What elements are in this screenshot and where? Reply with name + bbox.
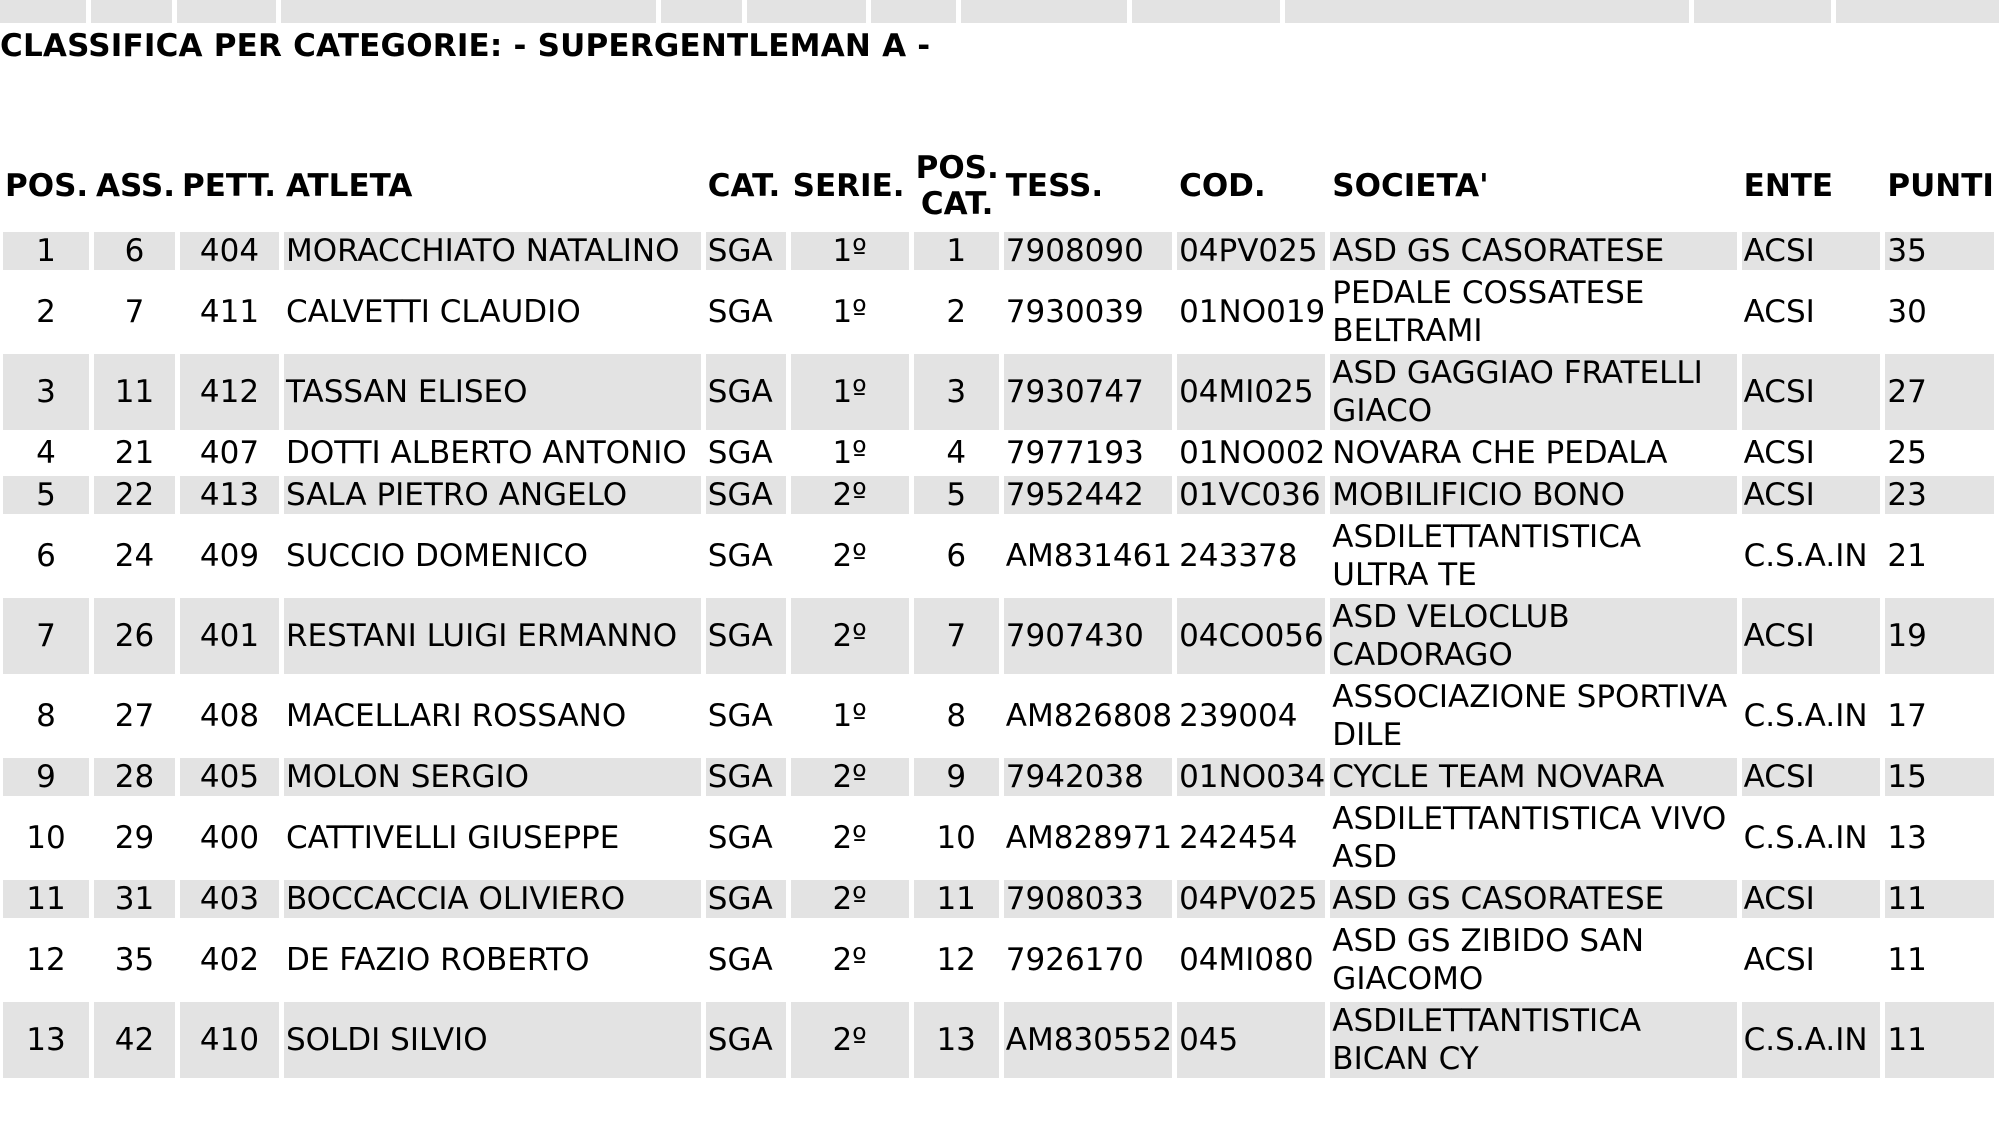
cell-ente: ACSI	[1742, 880, 1881, 918]
results-table	[0, 140, 1999, 1082]
cell-pos: 6	[36, 538, 56, 574]
table-row	[3, 922, 1994, 998]
table-row	[3, 1002, 1994, 1078]
cell-cod: 242454	[1179, 820, 1298, 856]
cell-serie: 2º	[832, 538, 867, 574]
cell-cod: 243378	[1179, 538, 1298, 574]
cell-pos-cat: 11	[914, 880, 999, 918]
cell-serie: 2º	[832, 942, 867, 978]
top-header-bar	[0, 0, 1999, 24]
cell-pos-cat: 7	[914, 598, 999, 674]
cell-cod: 239004	[1179, 698, 1298, 734]
cell-cat: SGA	[706, 1002, 786, 1078]
cell-atleta: DOTTI ALBERTO ANTONIO	[285, 435, 687, 471]
header-societa: SOCIETA'	[1332, 168, 1489, 204]
cell-pett: 408	[199, 698, 260, 734]
cell-pos-cat: 9	[914, 758, 999, 796]
cell-tess: AM826808	[1005, 698, 1173, 734]
cell-pos-cat: 5	[914, 476, 999, 514]
cell-tess: 7908090	[1004, 232, 1172, 270]
cell-cat: SGA	[707, 538, 773, 574]
cell-ass: 11	[94, 354, 175, 430]
cell-ente: ACSI	[1743, 942, 1815, 978]
cell-ente: ACSI	[1742, 598, 1881, 674]
cell-atleta: MORACCHIATO NATALINO	[284, 232, 701, 270]
cell-societa: ASDILETTANTISTICA ULTRA TE	[1332, 519, 1642, 593]
cell-ente: ACSI	[1743, 294, 1815, 330]
table-row	[3, 800, 1994, 876]
cell-cod: 04MI025	[1177, 354, 1325, 430]
cell-pos: 13	[3, 1002, 89, 1078]
cell-pett: 413	[180, 476, 279, 514]
cell-punti: 15	[1885, 758, 1994, 796]
cell-pos: 4	[36, 435, 56, 471]
cell-ente: C.S.A.IN	[1742, 1002, 1881, 1078]
header-cat: CAT.	[707, 168, 781, 204]
cell-tess: 7977193	[1005, 435, 1144, 471]
cell-cat: SGA	[706, 880, 786, 918]
cell-ente: ACSI	[1742, 354, 1881, 430]
cell-punti: 11	[1885, 1002, 1994, 1078]
cell-punti: 25	[1887, 435, 1927, 471]
cell-pos: 9	[3, 758, 89, 796]
table-body	[3, 232, 1994, 1078]
cell-pos: 5	[3, 476, 89, 514]
cell-atleta: SUCCIO DOMENICO	[285, 538, 588, 574]
cell-cat: SGA	[706, 232, 786, 270]
cell-atleta: MACELLARI ROSSANO	[285, 698, 627, 734]
header-pos-cat-line2: CAT.	[920, 186, 994, 222]
cell-societa: ASD GS CASORATESE	[1330, 880, 1736, 918]
cell-pos: 2	[36, 294, 56, 330]
cell-punti: 23	[1885, 476, 1994, 514]
cell-serie: 1º	[791, 354, 909, 430]
cell-cat: SGA	[707, 820, 773, 856]
cell-cat: SGA	[706, 354, 786, 430]
cell-tess: 7907430	[1004, 598, 1172, 674]
cell-pos-cat: 2	[946, 294, 967, 330]
cell-cod: 01NO034	[1179, 759, 1326, 795]
cell-pos: 3	[3, 354, 89, 430]
cell-pos-cat: 12	[936, 942, 976, 978]
cell-punti: 13	[1887, 820, 1927, 856]
cell-cod: 01VC036	[1177, 476, 1325, 514]
cell-punti: 35	[1885, 232, 1994, 270]
cell-pos: 7	[3, 598, 89, 674]
table-row	[3, 880, 1994, 918]
cell-ass: 21	[114, 435, 155, 471]
table-row	[3, 598, 1994, 674]
cell-ass: 42	[94, 1002, 175, 1078]
cell-cat: SGA	[707, 942, 773, 978]
cell-pett: 409	[199, 538, 260, 574]
cell-societa: CYCLE TEAM NOVARA	[1330, 758, 1736, 796]
cell-ass: 28	[94, 758, 175, 796]
cell-societa: ASSOCIAZIONE SPORTIVA DILE	[1332, 679, 1728, 753]
cell-ass: 35	[114, 942, 155, 978]
cell-serie: 1º	[791, 232, 909, 270]
cell-tess: 7930039	[1005, 294, 1144, 330]
cell-pett: 411	[199, 294, 260, 330]
cell-pos-cat: 13	[914, 1002, 999, 1078]
cell-pos: 11	[3, 880, 89, 918]
cell-cod: 04PV025	[1177, 232, 1325, 270]
cell-cod: 04PV025	[1177, 880, 1325, 918]
cell-punti: 11	[1885, 880, 1994, 918]
cell-ass: 27	[114, 698, 155, 734]
cell-ass: 22	[94, 476, 175, 514]
cell-societa: ASD GAGGIAO FRATELLI GIACO	[1330, 354, 1736, 430]
cell-ass: 29	[114, 820, 155, 856]
cell-cat: SGA	[706, 598, 786, 674]
cell-ass: 31	[94, 880, 175, 918]
cell-pett: 412	[180, 354, 279, 430]
cell-societa: NOVARA CHE PEDALA	[1332, 435, 1668, 471]
cell-tess: 7930747	[1004, 354, 1172, 430]
cell-pett: 405	[180, 758, 279, 796]
cell-ass: 7	[124, 294, 145, 330]
table-header-row	[3, 144, 1994, 228]
cell-serie: 1º	[832, 698, 867, 734]
header-ass: ASS.	[95, 168, 176, 204]
cell-atleta: DE FAZIO ROBERTO	[285, 942, 590, 978]
cell-serie: 2º	[791, 476, 909, 514]
table-row	[3, 274, 1994, 350]
cell-societa: PEDALE COSSATESE BELTRAMI	[1332, 275, 1645, 349]
cell-pett: 403	[180, 880, 279, 918]
table-row	[3, 476, 1994, 514]
table-row	[3, 434, 1994, 472]
cell-punti: 11	[1887, 942, 1927, 978]
cell-ente: ACSI	[1742, 232, 1881, 270]
cell-punti: 19	[1885, 598, 1994, 674]
table-row	[3, 518, 1994, 594]
cell-cat: SGA	[707, 294, 773, 330]
cell-cat: SGA	[706, 758, 786, 796]
cell-cod: 04MI080	[1179, 942, 1314, 978]
header-punti: PUNTI	[1887, 168, 1994, 204]
cell-atleta: BOCCACCIA OLIVIERO	[284, 880, 701, 918]
cell-ass: 24	[114, 538, 155, 574]
cell-cod: 04CO056	[1177, 598, 1325, 674]
cell-tess: AM830552	[1004, 1002, 1172, 1078]
cell-punti: 21	[1887, 538, 1927, 574]
cell-tess: 7926170	[1005, 942, 1144, 978]
cell-atleta: TASSAN ELISEO	[284, 354, 701, 430]
cell-pett: 402	[199, 942, 260, 978]
cell-serie: 2º	[791, 1002, 909, 1078]
header-serie: SERIE.	[792, 168, 905, 204]
cell-pett: 404	[180, 232, 279, 270]
cell-ente: ACSI	[1742, 476, 1881, 514]
cell-cod: 01NO019	[1179, 294, 1326, 330]
cell-pos: 12	[26, 942, 66, 978]
cell-atleta: RESTANI LUIGI ERMANNO	[284, 598, 701, 674]
cell-serie: 2º	[791, 758, 909, 796]
cell-ente: ACSI	[1742, 758, 1881, 796]
cell-pos-cat: 4	[946, 435, 967, 471]
cell-pos-cat: 3	[914, 354, 999, 430]
cell-atleta: CATTIVELLI GIUSEPPE	[285, 820, 620, 856]
cell-cod: 045	[1177, 1002, 1325, 1078]
cell-serie: 2º	[791, 880, 909, 918]
cell-atleta: SALA PIETRO ANGELO	[284, 476, 701, 514]
cell-pett: 410	[180, 1002, 279, 1078]
cell-ente: ACSI	[1743, 435, 1815, 471]
cell-pos-cat: 6	[946, 538, 967, 574]
cell-atleta: SOLDI SILVIO	[284, 1002, 701, 1078]
header-pos-cat-line1: POS.	[915, 150, 999, 186]
cell-serie: 1º	[832, 294, 867, 330]
header-atleta: ATLETA	[285, 168, 413, 204]
header-ente: ENTE	[1743, 168, 1834, 204]
cell-cat: SGA	[707, 698, 773, 734]
cell-pos-cat: 8	[946, 698, 967, 734]
cell-punti: 30	[1887, 294, 1927, 330]
cell-tess: 7942038	[1004, 758, 1172, 796]
cell-tess: 7908033	[1004, 880, 1172, 918]
cell-pos: 1	[3, 232, 89, 270]
cell-pos-cat: 1	[914, 232, 999, 270]
cell-ass: 26	[94, 598, 175, 674]
cell-cod: 01NO002	[1179, 435, 1326, 471]
table-row	[3, 758, 1994, 796]
cell-atleta: CALVETTI CLAUDIO	[285, 294, 581, 330]
cell-pos: 10	[26, 820, 66, 856]
cell-cat: SGA	[706, 476, 786, 514]
cell-pett: 401	[180, 598, 279, 674]
header-tess: TESS.	[1005, 168, 1104, 204]
cell-societa: ASD GS CASORATESE	[1330, 232, 1736, 270]
cell-atleta: MOLON SERGIO	[284, 758, 701, 796]
cell-ente: C.S.A.IN	[1743, 698, 1868, 734]
header-pos-cat	[914, 144, 999, 228]
table-row	[3, 678, 1994, 754]
header-pos: POS.	[5, 168, 89, 204]
cell-cat: SGA	[707, 435, 773, 471]
page-title: CLASSIFICA PER CATEGORIE: - SUPERGENTLEMAN A -	[0, 28, 931, 64]
header-cod: COD.	[1179, 168, 1266, 204]
cell-tess: AM828971	[1005, 820, 1173, 856]
cell-tess: AM831461	[1005, 538, 1173, 574]
cell-ente: C.S.A.IN	[1743, 538, 1868, 574]
cell-punti: 27	[1885, 354, 1994, 430]
cell-pett: 400	[199, 820, 260, 856]
table-row	[3, 232, 1994, 270]
cell-societa: MOBILIFICIO BONO	[1330, 476, 1736, 514]
cell-pos-cat: 10	[936, 820, 976, 856]
cell-punti: 17	[1887, 698, 1927, 734]
header-pett: PETT.	[182, 168, 276, 204]
cell-societa: ASD VELOCLUB CADORAGO	[1330, 598, 1736, 674]
table-row	[3, 354, 1994, 430]
cell-pett: 407	[199, 435, 260, 471]
cell-tess: 7952442	[1004, 476, 1172, 514]
cell-pos: 8	[36, 698, 56, 734]
cell-societa: ASDILETTANTISTICA BICAN CY	[1330, 1002, 1736, 1078]
cell-serie: 2º	[791, 598, 909, 674]
cell-serie: 1º	[832, 435, 867, 471]
cell-societa: ASDILETTANTISTICA VIVO ASD	[1332, 801, 1727, 875]
cell-societa: ASD GS ZIBIDO SAN GIACOMO	[1332, 923, 1645, 997]
cell-serie: 2º	[832, 820, 867, 856]
cell-ente: C.S.A.IN	[1743, 820, 1868, 856]
cell-ass: 6	[94, 232, 175, 270]
